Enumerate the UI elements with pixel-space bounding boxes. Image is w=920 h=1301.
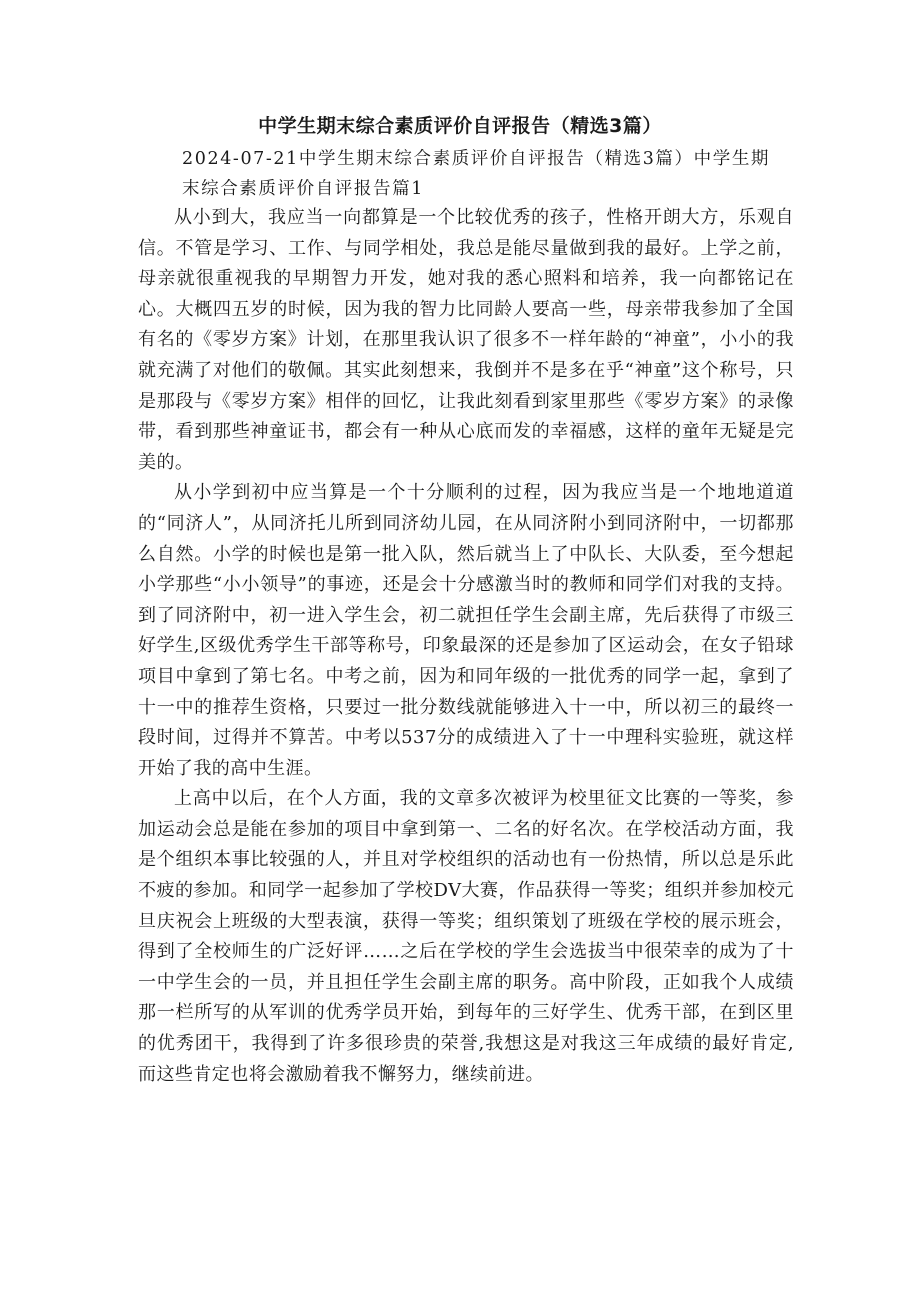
paragraph: 从小学到初中应当算是一个十分顺利的过程，因为我应当是一个地地道道的“同济人”，从同济托儿所到同济幼儿园，在从同济附小到同济附中，一切都那么自然。小学的时候也是第一批入队，然后就当上了中队长、大队委，至今想起小学那些“小小领导”的事迹，还是会十分感激当时的教师和同学们对我的支持。到了同济附中，初一进入学生会，初二就担任学生会副主席，先后获得了市级三好学生,区级优秀学生干部等称号，印象最深的还是参加了区运动会，在女子铅球项目中拿到了第七名。中考之前，因为和同年级的一批优秀的同学一起，拿到了十一中的推荐生资格，只要过一批分数线就能够进入十一中，所以初三的最终一段时间，过得并不算苦。中考以537分的成绩进入了十一中理科实验班，就这样开始了我的高中生涯。 [138, 482, 794, 779]
paragraph: 从小到大，我应当一向都算是一个比较优秀的孩子，性格开朗大方，乐观自信。不管是学习、工作、与同学相处，我总是能尽量做到我的最好。上学之前，母亲就很重视我的早期智力开发，她对我的悉心照料和培养，我一向都铭记在心。大概四五岁的时候，因为我的智力比同龄人要高一些，母亲带我参加了全国有名的《零岁方案》计划，在那里我认识了很多不一样年龄的“神童”，小小的我就充满了对他们的敬佩。其实此刻想来，我倒并不是多在乎“神童”这个称号，只是那段与《零岁方案》相伴的回忆，让我此刻看到家里那些《零岁方案》的录像带，看到那些神童证书，都会有一种从心底而发的幸福感，这样的童年无疑是完美的。 [138, 207, 794, 473]
document-body [138, 203, 794, 1090]
document-title: 中学生期末综合素质评价自评报告（精选3篇） [258, 115, 662, 137]
paragraph: 上高中以后，在个人方面，我的文章多次被评为校里征文比赛的一等奖，参加运动会总是能在参加的项目中拿到第一、二名的好名次。在学校活动方面，我是个组织本事比较强的人，并且对学校组织的活动也有一份热情，所以总是乐此不疲的参加。和同学一起参加了学校DV大赛，作品获得一等奖；组织并参加校元旦庆祝会上班级的大型表演，获得一等奖；组织策划了班级在学校的展示班会，得到了全校师生的广泛好评……之后在学校的学生会选拔当中很荣幸的成为了十一中学生会的一员，并且担任学生会副主席的职务。高中阶段，正如我个人成绩那一栏所写的从军训的优秀学员开始，到每年的三好学生、优秀干部，在到区里的优秀团干，我得到了许多很珍贵的荣誉,我想这是对我这三年成绩的最好肯定,而这些肯定也将会激励着我不懈努力，继续前进。 [138, 788, 794, 1085]
document-meta-line: 2024-07-21中学生期末综合素质评价自评报告（精选3篇）中学生期末综合素质评价自评报告篇1 [182, 149, 771, 199]
